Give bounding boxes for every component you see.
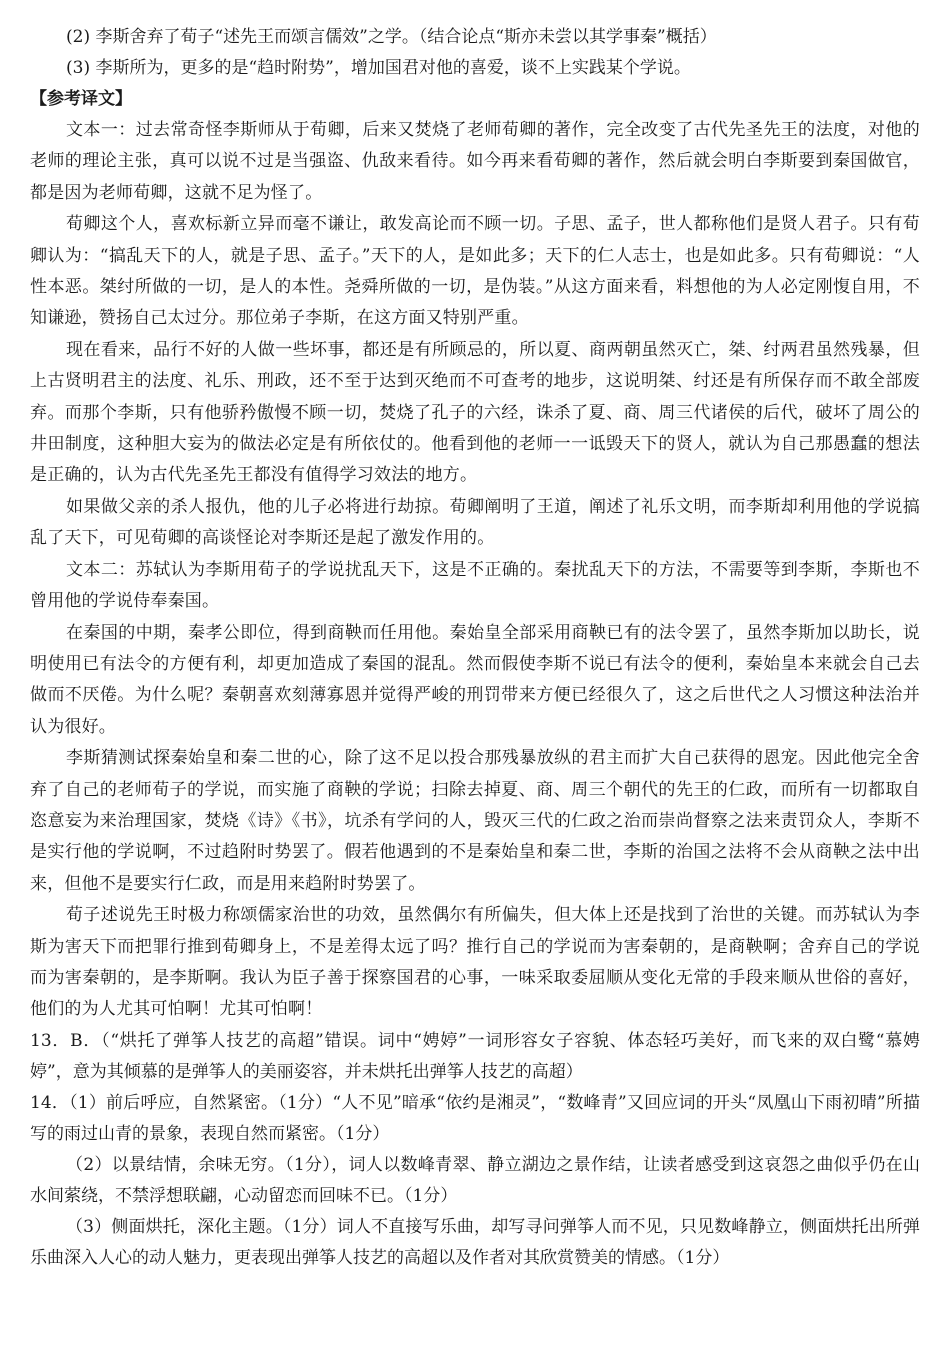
reference-translation [30, 115, 920, 1026]
translation-paragraph-8: 荀子述说先王时极力称颂儒家治世的功效，虽然偶尔有所偏失，但大体上还是找到了治世的关键。而苏轼认为李斯为害天下而把罪行推到荀卿身上，不是差得太远了吗？推行自己的学说而为害秦朝的，是商鞅啊；舍弃自己的学说而为害秦朝的，是李斯啊。我认为臣子善于探察国君的心事，一味采取委屈顺从变化无常的手段来顺从世俗的喜好，他们的为人尤其可怕啊！尤其可怕啊！ [30, 905, 920, 1020]
answer-question-14-part-1: 14．（1）前后呼应，自然紧密。（1分）“人不见”暗承“依约是湘灵”，“数峰青”又回应词的开头“凤凰山下雨初晴”所描写的雨过山青的景象，表现自然而紧密。（1分） [30, 1092, 920, 1144]
answer-question-13: 13．B．（“烘托了弹筝人技艺的高超”错误。词中“娉婷”一词形容女子容貌、体态轻巧美好，而飞来的双白鹭“慕娉婷”，意为其倾慕的是弹筝人的美丽姿容，并未烘托出弹筝人技艺的高超） [30, 1030, 920, 1082]
translation-paragraph-6: 在秦国的中期，秦孝公即位，得到商鞅而任用他。秦始皇全部采用商鞅已有的法令罢了，虽然李斯加以助长，说明使用已有法令的方便有利，却更加造成了秦国的混乱。然而假使李斯不说已有法令的便利，秦始皇本来就会自己去做而不厌倦。为什么呢？秦朝喜欢刻薄寡恩并觉得严峻的刑罚带来方便已经很久了，这之后世代之人习惯这种法治并认为很好。 [30, 622, 920, 737]
translation-paragraph-1: 文本一：过去常奇怪李斯师从于荀卿，后来又焚烧了老师荀卿的著作，完全改变了古代先圣先王的法度，对他的老师的理论主张，真可以说不过是当强盗、仇敌来看待。如今再来看荀卿的著作，然后就会明白李斯要到秦国做官，都是因为老师荀卿，这就不足为怪了。 [30, 120, 920, 203]
translation-paragraph-3: 现在看来，品行不好的人做一些坏事，都还是有所顾忌的，所以夏、商两朝虽然灭亡，桀、纣两君虽然残暴，但上古贤明君主的法度、礼乐、刑政，还不至于达到灭绝而不可查考的地步，这说明桀、纣还是有所保存而不敢全部废弃。而那个李斯，只有他骄矜傲慢不顾一切，焚烧了孔子的六经，诛杀了夏、商、周三代诸侯的后代，破坏了周公的井田制度，这种胆大妄为的做法必定是有所依仗的。他看到他的老师一一诋毁天下的贤人，就认为自己那愚蠢的想法是正确的，认为古代先圣先王都没有值得学习效法的地方。 [30, 339, 920, 486]
reference-translation-heading: 【参考译文】 [30, 89, 132, 109]
answer-question-14-part-2: （2）以景结情，余味无穷。（1分），词人以数峰青翠、静立湖边之景作结，让读者感受到这哀怨之曲似乎仍在山水间萦绕，不禁浮想联翩，心动留恋而回味不已。（1分） [30, 1154, 920, 1206]
translation-paragraph-7: 李斯猜测试探秦始皇和秦二世的心，除了这不足以投合那残暴放纵的君主而扩大自己获得的恩宠。因此他完全舍弃了自己的老师荀子的学说，而实施了商鞅的学说；扫除去掉夏、商、周三个朝代的先王的仁政，而所有一切都取自恣意妄为来治理国家，焚烧《诗》《书》，坑杀有学问的人，毁灭三代的仁政之治而崇尚督察之法来责罚众人，李斯不是实行他的学说啊，不过趋附时势罢了。假若他遇到的不是秦始皇和秦二世，李斯的治国之法将不会从商鞅之法中出来，但他不是要实行仁政，而是用来趋附时势罢了。 [30, 748, 920, 894]
translation-paragraph-2: 荀卿这个人，喜欢标新立异而毫不谦让，敢发高论而不顾一切。子思、孟子，世人都称他们是贤人君子。只有荀卿认为：“搞乱天下的人，就是子思、孟子。”天下的人，是如此多；天下的仁人志士，也是如此多。只有荀卿说：“人性本恶。桀纣所做的一切，是人的本性。尧舜所做的一切，是伪装。”从这方面来看，料想他的为人必定刚愎自用，不知谦逊，赞扬自己太过分。那位弟子李斯，在这方面又特别严重。 [30, 214, 920, 329]
translation-paragraph-5: 文本二：苏轼认为李斯用荀子的学说扰乱天下，这是不正确的。秦扰乱天下的方法，不需要等到李斯，李斯也不曾用他的学说侍奉秦国。 [30, 559, 920, 612]
answer-item-3: (3) 李斯所为，更多的是“趋时附势”，增加国君对他的喜爱，谈不上实践某个学说。 [66, 58, 691, 78]
translation-paragraph-4: 如果做父亲的杀人报仇，他的儿子必将进行劫掠。荀卿阐明了王道，阐述了礼乐文明，而李斯却利用他的学说搞乱了天下，可见荀卿的高谈怪论对李斯还是起了激发作用的。 [30, 496, 920, 549]
answer-item-2: (2) 李斯舍弃了荀子“述先王而颂言儒效”之学。（结合论点“斯亦未尝以其学事秦”概括） [66, 27, 717, 47]
answer-question-14-part-3: （3）侧面烘托，深化主题。（1分）词人不直接写乐曲，却写寻问弹筝人而不见，只见数峰静立，侧面烘托出所弹乐曲深入人心的动人魅力，更表现出弹筝人技艺的高超以及作者对其欣赏赞美的情感。（1分） [30, 1216, 920, 1268]
